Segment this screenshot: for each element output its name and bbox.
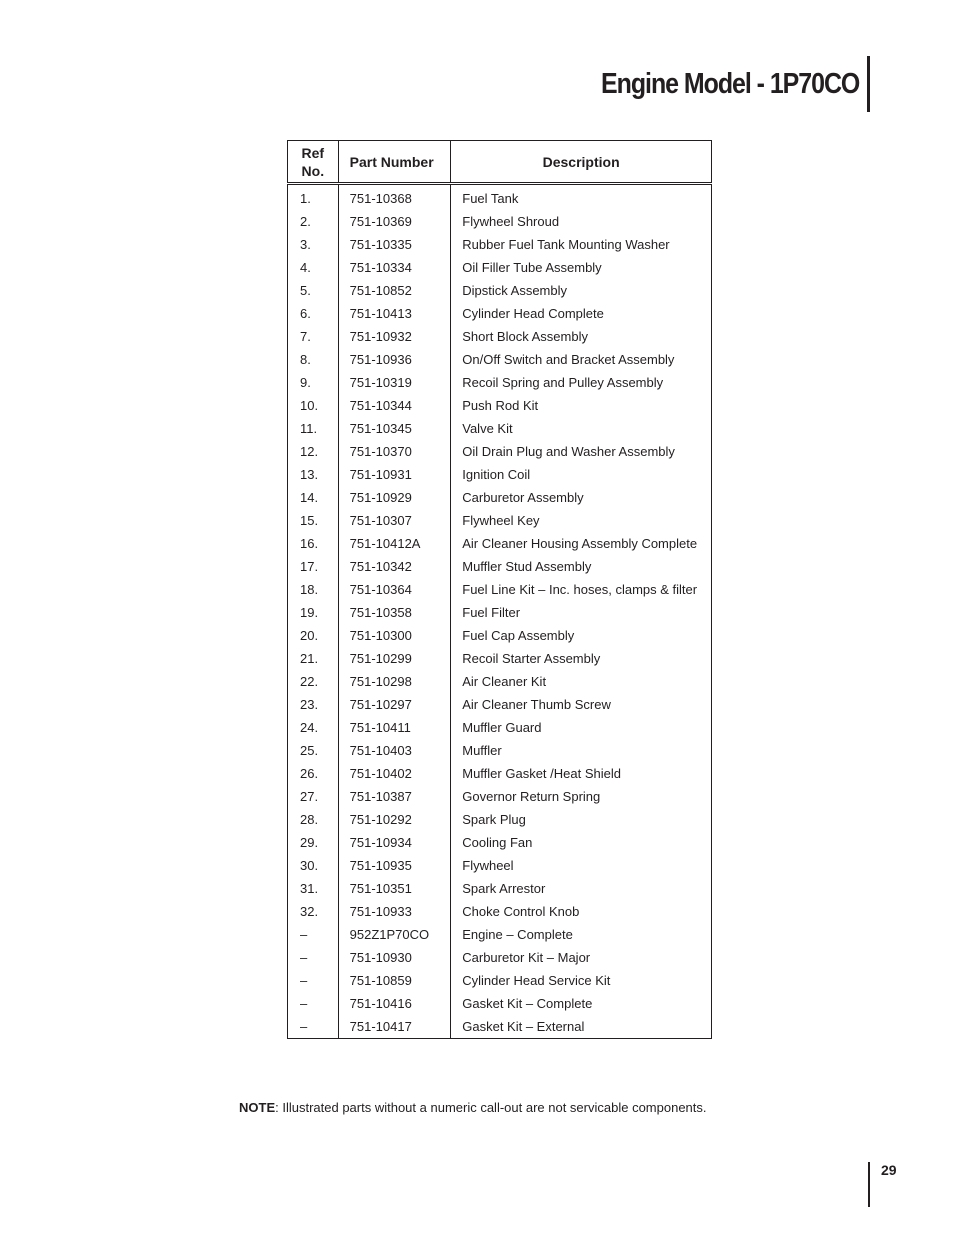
- ref-cell: 2.: [288, 210, 339, 233]
- part-number-cell: 952Z1P70CO: [338, 923, 451, 946]
- table-row: [288, 1015, 712, 1039]
- table-row: [288, 256, 712, 279]
- ref-cell: 13.: [288, 463, 339, 486]
- part-number-cell: 751-10298: [338, 670, 451, 693]
- part-number-cell: 751-10932: [338, 325, 451, 348]
- part-number-cell: 751-10368: [338, 184, 451, 211]
- description-cell: Gasket Kit – External: [451, 1015, 712, 1039]
- ref-cell: 16.: [288, 532, 339, 555]
- description-cell: Air Cleaner Housing Assembly Complete: [451, 532, 712, 555]
- description-cell: Fuel Tank: [451, 184, 712, 211]
- ref-cell: 10.: [288, 394, 339, 417]
- description-cell: Spark Arrestor: [451, 877, 712, 900]
- ref-cell: 21.: [288, 647, 339, 670]
- table-row: [288, 371, 712, 394]
- part-number-cell: 751-10335: [338, 233, 451, 256]
- table-row: [288, 877, 712, 900]
- description-cell: Cooling Fan: [451, 831, 712, 854]
- part-number-cell: 751-10413: [338, 302, 451, 325]
- ref-cell: 18.: [288, 578, 339, 601]
- part-number-cell: 751-10852: [338, 279, 451, 302]
- table-row: [288, 486, 712, 509]
- ref-cell: 26.: [288, 762, 339, 785]
- ref-cell: –: [288, 969, 339, 992]
- table-row: [288, 555, 712, 578]
- table-row: [288, 647, 712, 670]
- table-row: [288, 808, 712, 831]
- page-title: Engine Model - 1P70CO: [600, 68, 859, 100]
- page-number-divider: [868, 1162, 870, 1207]
- ref-cell: 11.: [288, 417, 339, 440]
- ref-cell: 27.: [288, 785, 339, 808]
- table-row: [288, 509, 712, 532]
- part-number-cell: 751-10930: [338, 946, 451, 969]
- description-cell: Engine – Complete: [451, 923, 712, 946]
- description-cell: Gasket Kit – Complete: [451, 992, 712, 1015]
- ref-cell: 25.: [288, 739, 339, 762]
- table-row: [288, 210, 712, 233]
- part-number-cell: 751-10345: [338, 417, 451, 440]
- ref-cell: 19.: [288, 601, 339, 624]
- table-row: [288, 739, 712, 762]
- header-ref-no: Ref No.: [288, 141, 339, 184]
- description-cell: Ignition Coil: [451, 463, 712, 486]
- description-cell: Muffler Guard: [451, 716, 712, 739]
- note: [239, 1100, 707, 1115]
- table-row: [288, 601, 712, 624]
- description-cell: Valve Kit: [451, 417, 712, 440]
- table-row: [288, 578, 712, 601]
- parts-table-body: [288, 184, 712, 1039]
- ref-cell: 28.: [288, 808, 339, 831]
- ref-cell: 7.: [288, 325, 339, 348]
- ref-cell: 23.: [288, 693, 339, 716]
- description-cell: Cylinder Head Complete: [451, 302, 712, 325]
- description-cell: Oil Filler Tube Assembly: [451, 256, 712, 279]
- part-number-cell: 751-10351: [338, 877, 451, 900]
- part-number-cell: 751-10936: [338, 348, 451, 371]
- part-number-cell: 751-10370: [338, 440, 451, 463]
- description-cell: Muffler Stud Assembly: [451, 555, 712, 578]
- part-number-cell: 751-10859: [338, 969, 451, 992]
- description-cell: Fuel Cap Assembly: [451, 624, 712, 647]
- table-row: [288, 394, 712, 417]
- ref-cell: 30.: [288, 854, 339, 877]
- table-row: [288, 184, 712, 211]
- ref-cell: 1.: [288, 184, 339, 211]
- part-number-cell: 751-10369: [338, 210, 451, 233]
- ref-cell: 12.: [288, 440, 339, 463]
- part-number-cell: 751-10403: [338, 739, 451, 762]
- table-row: [288, 670, 712, 693]
- ref-cell: 32.: [288, 900, 339, 923]
- table-row: [288, 302, 712, 325]
- ref-cell: –: [288, 1015, 339, 1039]
- table-row: [288, 854, 712, 877]
- title-divider: [867, 56, 870, 112]
- ref-cell: 8.: [288, 348, 339, 371]
- header-description: Description: [451, 141, 712, 184]
- ref-cell: 20.: [288, 624, 339, 647]
- description-cell: Cylinder Head Service Kit: [451, 969, 712, 992]
- table-row: [288, 348, 712, 371]
- description-cell: Muffler: [451, 739, 712, 762]
- table-row: [288, 716, 712, 739]
- table-row: [288, 992, 712, 1015]
- ref-cell: –: [288, 923, 339, 946]
- part-number-cell: 751-10319: [338, 371, 451, 394]
- part-number-cell: 751-10402: [338, 762, 451, 785]
- part-number-cell: 751-10933: [338, 900, 451, 923]
- table-row: [288, 693, 712, 716]
- ref-cell: 14.: [288, 486, 339, 509]
- part-number-cell: 751-10417: [338, 1015, 451, 1039]
- table-row: [288, 440, 712, 463]
- table-row: [288, 279, 712, 302]
- ref-cell: –: [288, 946, 339, 969]
- description-cell: Air Cleaner Thumb Screw: [451, 693, 712, 716]
- description-cell: Fuel Line Kit – Inc. hoses, clamps & filter: [451, 578, 712, 601]
- description-cell: Fuel Filter: [451, 601, 712, 624]
- ref-cell: –: [288, 992, 339, 1015]
- page-number: 29: [881, 1162, 897, 1178]
- description-cell: Recoil Spring and Pulley Assembly: [451, 371, 712, 394]
- part-number-cell: 751-10935: [338, 854, 451, 877]
- part-number-cell: 751-10358: [338, 601, 451, 624]
- header-part-number: Part Number: [338, 141, 451, 184]
- description-cell: Carburetor Assembly: [451, 486, 712, 509]
- ref-cell: 5.: [288, 279, 339, 302]
- part-number-cell: 751-10334: [338, 256, 451, 279]
- table-row: [288, 532, 712, 555]
- table-row: [288, 762, 712, 785]
- table-header-row: [288, 141, 712, 184]
- description-cell: Carburetor Kit – Major: [451, 946, 712, 969]
- description-cell: Flywheel Shroud: [451, 210, 712, 233]
- description-cell: Dipstick Assembly: [451, 279, 712, 302]
- part-number-cell: 751-10411: [338, 716, 451, 739]
- part-number-cell: 751-10344: [338, 394, 451, 417]
- part-number-cell: 751-10292: [338, 808, 451, 831]
- part-number-cell: 751-10300: [338, 624, 451, 647]
- ref-cell: 17.: [288, 555, 339, 578]
- part-number-cell: 751-10416: [338, 992, 451, 1015]
- table-row: [288, 900, 712, 923]
- part-number-cell: 751-10929: [338, 486, 451, 509]
- description-cell: Choke Control Knob: [451, 900, 712, 923]
- table-row: [288, 785, 712, 808]
- part-number-cell: 751-10931: [338, 463, 451, 486]
- description-cell: Short Block Assembly: [451, 325, 712, 348]
- table-row: [288, 463, 712, 486]
- ref-cell: 4.: [288, 256, 339, 279]
- part-number-cell: 751-10297: [338, 693, 451, 716]
- description-cell: Governor Return Spring: [451, 785, 712, 808]
- ref-cell: 9.: [288, 371, 339, 394]
- ref-cell: 3.: [288, 233, 339, 256]
- description-cell: Muffler Gasket /Heat Shield: [451, 762, 712, 785]
- description-cell: Flywheel: [451, 854, 712, 877]
- description-cell: Push Rod Kit: [451, 394, 712, 417]
- ref-cell: 31.: [288, 877, 339, 900]
- table-row: [288, 417, 712, 440]
- ref-cell: 29.: [288, 831, 339, 854]
- part-number-cell: 751-10364: [338, 578, 451, 601]
- table-row: [288, 831, 712, 854]
- description-cell: Rubber Fuel Tank Mounting Washer: [451, 233, 712, 256]
- part-number-cell: 751-10299: [338, 647, 451, 670]
- description-cell: Air Cleaner Kit: [451, 670, 712, 693]
- part-number-cell: 751-10934: [338, 831, 451, 854]
- description-cell: Recoil Starter Assembly: [451, 647, 712, 670]
- table-row: [288, 233, 712, 256]
- table-row: [288, 946, 712, 969]
- table-row: [288, 969, 712, 992]
- note-text: : Illustrated parts without a numeric call-out are not servicable components.: [275, 1100, 707, 1115]
- description-cell: On/Off Switch and Bracket Assembly: [451, 348, 712, 371]
- table-row: [288, 624, 712, 647]
- part-number-cell: 751-10307: [338, 509, 451, 532]
- table-row: [288, 325, 712, 348]
- description-cell: Oil Drain Plug and Washer Assembly: [451, 440, 712, 463]
- note-label: NOTE: [239, 1100, 276, 1115]
- table-row: [288, 923, 712, 946]
- ref-cell: 24.: [288, 716, 339, 739]
- ref-cell: 15.: [288, 509, 339, 532]
- description-cell: Flywheel Key: [451, 509, 712, 532]
- part-number-cell: 751-10342: [338, 555, 451, 578]
- part-number-cell: 751-10387: [338, 785, 451, 808]
- part-number-cell: 751-10412A: [338, 532, 451, 555]
- parts-table: [287, 140, 712, 1039]
- ref-cell: 6.: [288, 302, 339, 325]
- ref-cell: 22.: [288, 670, 339, 693]
- description-cell: Spark Plug: [451, 808, 712, 831]
